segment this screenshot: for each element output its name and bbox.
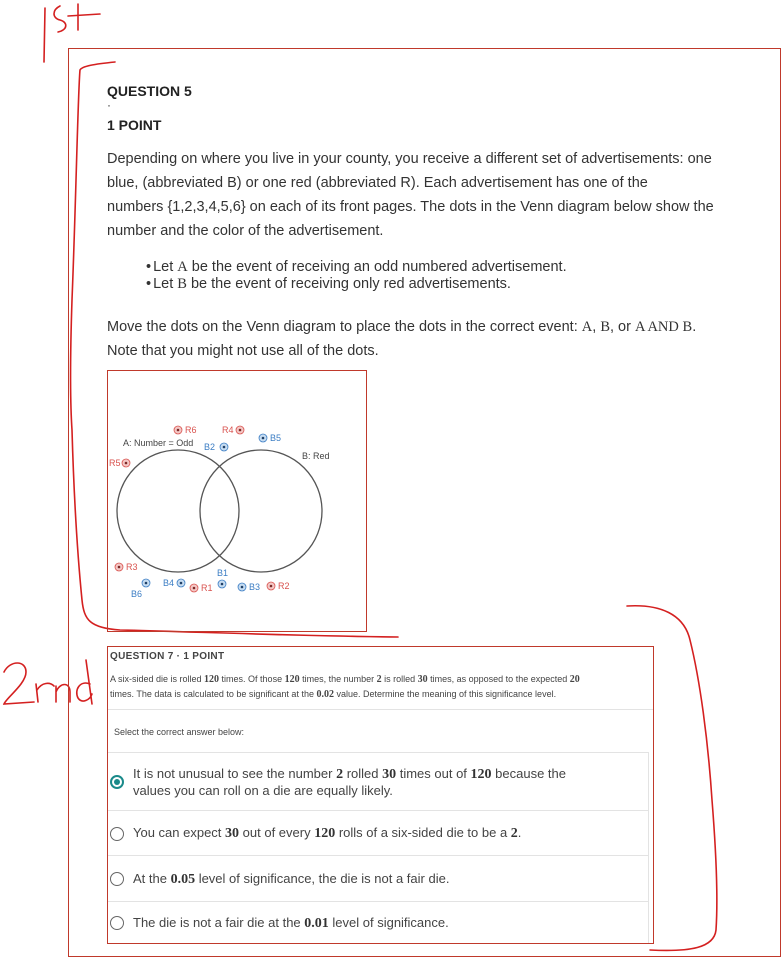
answer-option-2[interactable] bbox=[108, 810, 648, 856]
instruction-line: Move the dots on the Venn diagram to place the dots in the correct event: A, B, or A AND B. bbox=[107, 319, 697, 335]
set-b-circle bbox=[200, 450, 322, 572]
svg-text:B1: B1 bbox=[217, 568, 229, 578]
dot-b1[interactable] bbox=[217, 568, 228, 588]
answer-option-2-text: You can expect 30 out of every 120 rolls of a six-sided die to be a 2. bbox=[133, 825, 522, 841]
dot-r3[interactable] bbox=[115, 562, 138, 572]
dot-b5[interactable] bbox=[259, 433, 281, 443]
question5-paragraph bbox=[107, 147, 747, 243]
venn-diagram-panel[interactable] bbox=[107, 370, 367, 632]
paragraph-line: blue, (abbreviated B) or one red (abbreviated R). Each advertisement has one of the bbox=[107, 175, 648, 191]
set-a-circle bbox=[117, 450, 239, 572]
question5-instructions bbox=[107, 315, 757, 363]
dot-r6[interactable] bbox=[174, 425, 197, 435]
second-label: 2nd bbox=[10, 700, 12, 701]
question5-points: 1 POINT bbox=[107, 117, 162, 133]
radio-unselected-icon[interactable] bbox=[110, 827, 124, 841]
dot-r5[interactable] bbox=[109, 458, 130, 468]
bullet-event-a: • Let A be the event of receiving an odd numbered advertisement. bbox=[146, 259, 567, 276]
event-definitions bbox=[146, 259, 567, 293]
question7-text: A six-sided die is rolled 120 times. Of those 120 times, the number 2 is rolled 30 times, as opposed to the expected 20 times. The data is calculated to be significant at the 0.02 value. Determine the meaning of this significance level. bbox=[110, 674, 580, 700]
options-right-border bbox=[648, 752, 649, 943]
instruction-note: Note that you might not use all of the dots. bbox=[107, 343, 379, 359]
answer-option-1[interactable] bbox=[108, 752, 648, 811]
radio-selected-icon[interactable] bbox=[110, 775, 124, 789]
answer-option-3[interactable] bbox=[108, 855, 648, 902]
svg-text:B2: B2 bbox=[204, 442, 216, 452]
dot-b4[interactable] bbox=[163, 578, 185, 588]
set-b-label: B: Red bbox=[302, 451, 330, 461]
radio-unselected-icon[interactable] bbox=[110, 916, 124, 930]
svg-text:R1: R1 bbox=[201, 583, 213, 593]
svg-text:B3: B3 bbox=[249, 582, 261, 592]
svg-text:B6: B6 bbox=[131, 589, 143, 599]
answer-option-4[interactable] bbox=[108, 901, 648, 944]
venn-diagram[interactable] bbox=[108, 371, 366, 631]
svg-text:R2: R2 bbox=[278, 581, 290, 591]
dot-b2[interactable] bbox=[204, 442, 228, 452]
paragraph-line: Depending on where you live in your county, you receive a different set of advertisements: one bbox=[107, 151, 712, 167]
svg-text:R4: R4 bbox=[222, 425, 234, 435]
paragraph-line: number and the color of the advertisement. bbox=[107, 223, 384, 239]
paragraph-line: numbers {1,2,3,4,5,6} on each of its front pages. The dots in the Venn diagram below show the bbox=[107, 199, 714, 215]
svg-text:B5: B5 bbox=[270, 433, 282, 443]
question7-divider bbox=[108, 709, 653, 710]
dot-b3[interactable] bbox=[238, 582, 260, 592]
dot-r2[interactable] bbox=[267, 581, 290, 591]
svg-text:R6: R6 bbox=[185, 425, 197, 435]
answer-option-1-text: It is not unusual to see the number 2 rolled 30 times out of 120 because the values you can roll on a die are equally likely. bbox=[133, 765, 566, 798]
dot-r1[interactable] bbox=[190, 583, 213, 593]
question5-separator: · bbox=[107, 98, 111, 112]
svg-text:R5: R5 bbox=[109, 458, 121, 468]
answer-option-3-text: At the 0.05 level of significance, the die is not a fair die. bbox=[133, 870, 450, 887]
svg-text:B4: B4 bbox=[163, 578, 175, 588]
set-a-label: A: Number = Odd bbox=[123, 438, 194, 448]
svg-text:R3: R3 bbox=[126, 562, 138, 572]
dot-b6[interactable] bbox=[131, 579, 150, 599]
bullet-event-b: • Let B be the event of receiving only red advertisements. bbox=[146, 276, 567, 293]
question5-number: QUESTION 5 bbox=[107, 83, 192, 99]
first-label: 1st bbox=[10, 16, 12, 17]
radio-unselected-icon[interactable] bbox=[110, 872, 124, 886]
question7-header: QUESTION 7 · 1 POINT bbox=[110, 651, 225, 662]
answer-prompt: Select the correct answer below: bbox=[114, 727, 245, 737]
answer-option-4-text: The die is not a fair die at the 0.01 level of significance. bbox=[133, 914, 449, 931]
dot-r4[interactable] bbox=[222, 425, 244, 435]
